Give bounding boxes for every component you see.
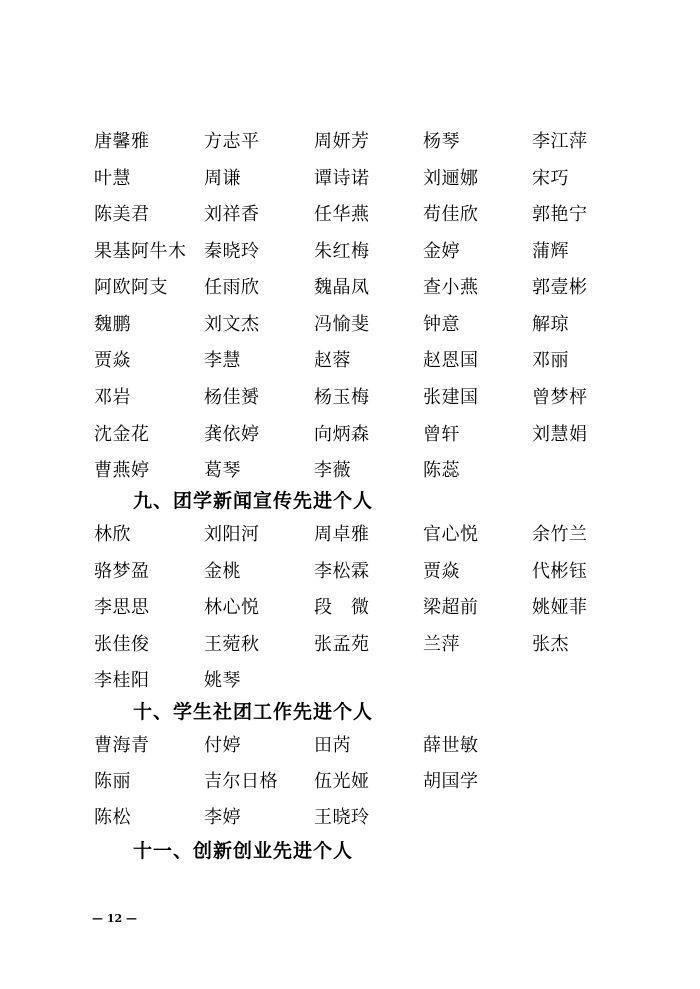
- person-name: 张孟苑: [314, 634, 370, 655]
- person-name: 果基阿牛木: [94, 241, 187, 262]
- person-name: 郭艳宁: [532, 204, 588, 225]
- person-name: 胡国学: [423, 771, 479, 792]
- person-name: 贾焱: [94, 350, 131, 371]
- name-row: [94, 557, 654, 587]
- person-name: 蒲辉: [532, 241, 569, 262]
- person-name: 刘阳河: [204, 524, 260, 545]
- person-name: 赵蓉: [314, 350, 351, 371]
- person-name: 龚依婷: [204, 424, 260, 445]
- person-name: 魏晶凤: [314, 277, 370, 298]
- person-name: 邓岩: [94, 387, 131, 408]
- person-name: 方志平: [204, 131, 260, 152]
- person-name: 林心悦: [204, 597, 260, 618]
- name-row: [94, 520, 654, 550]
- person-name: 曹燕婷: [94, 460, 150, 481]
- name-row: [94, 630, 654, 660]
- person-name: 兰萍: [423, 634, 460, 655]
- person-name: 叶慧: [94, 168, 131, 189]
- person-name: 唐馨雅: [94, 131, 150, 152]
- name-row: [94, 666, 654, 696]
- name-row: [94, 593, 654, 623]
- name-row: [94, 273, 654, 303]
- person-name: 魏鹏: [94, 314, 131, 335]
- person-name: 陈蕊: [423, 460, 460, 481]
- person-name: 谭诗诺: [314, 168, 370, 189]
- person-name: 杨玉梅: [314, 387, 370, 408]
- person-name: 陈美君: [94, 204, 150, 225]
- person-name: 段 微: [314, 597, 370, 618]
- person-name: 姚娅菲: [532, 597, 588, 618]
- page-number: — 12 —: [92, 912, 137, 925]
- person-name: 曹海青: [94, 735, 150, 756]
- person-name: 曾梦枰: [532, 387, 588, 408]
- name-row: [94, 731, 654, 761]
- person-name: 邓丽: [532, 350, 569, 371]
- person-name: 李薇: [314, 460, 351, 481]
- person-name: 冯愉斐: [314, 314, 370, 335]
- name-row: [94, 803, 654, 833]
- name-row: [94, 456, 654, 486]
- person-name: 付婷: [204, 735, 241, 756]
- person-name: 余竹兰: [532, 524, 588, 545]
- person-name: 周谦: [204, 168, 241, 189]
- person-name: 李松霖: [314, 561, 370, 582]
- name-row: [94, 200, 654, 230]
- person-name: 金婷: [423, 241, 460, 262]
- person-name: 张佳俊: [94, 634, 150, 655]
- person-name: 张建国: [423, 387, 479, 408]
- person-name: 曾轩: [423, 424, 460, 445]
- person-name: 阿欧阿支: [94, 277, 168, 298]
- person-name: 薛世敏: [423, 735, 479, 756]
- person-name: 郭壹彬: [532, 277, 588, 298]
- person-name: 秦晓玲: [204, 241, 260, 262]
- person-name: 沈金花: [94, 424, 150, 445]
- person-name: 葛琴: [204, 460, 241, 481]
- person-name: 查小燕: [423, 277, 479, 298]
- name-row: [94, 237, 654, 267]
- name-row: [94, 310, 654, 340]
- name-row: [94, 767, 654, 797]
- person-name: 李慧: [204, 350, 241, 371]
- person-name: 伍光娅: [314, 771, 370, 792]
- person-name: 苟佳欣: [423, 204, 479, 225]
- person-name: 刘逦娜: [423, 168, 479, 189]
- person-name: 杨琴: [423, 131, 460, 152]
- person-name: 任雨欣: [204, 277, 260, 298]
- person-name: 陈丽: [94, 771, 131, 792]
- person-name: 刘慧娟: [532, 424, 588, 445]
- person-name: 代彬钰: [532, 561, 588, 582]
- person-name: 吉尔日格: [204, 771, 278, 792]
- person-name: 李婷: [204, 807, 241, 828]
- person-name: 田芮: [314, 735, 351, 756]
- name-row: [94, 383, 654, 413]
- person-name: 李思思: [94, 597, 150, 618]
- section-heading: 十、学生社团工作先进个人: [133, 701, 374, 723]
- person-name: 林欣: [94, 524, 131, 545]
- person-name: 金桃: [204, 561, 241, 582]
- person-name: 钟意: [423, 314, 460, 335]
- name-row: [94, 420, 654, 450]
- section-heading: 十一、创新创业先进个人: [133, 840, 354, 862]
- name-row: [94, 127, 654, 157]
- person-name: 骆梦盈: [94, 561, 150, 582]
- person-name: 姚琴: [204, 670, 241, 691]
- section-heading: 九、团学新闻宣传先进个人: [133, 490, 374, 512]
- person-name: 李江萍: [532, 131, 588, 152]
- person-name: 朱红梅: [314, 241, 370, 262]
- person-name: 官心悦: [423, 524, 479, 545]
- person-name: 周妍芳: [314, 131, 370, 152]
- person-name: 陈松: [94, 807, 131, 828]
- person-name: 杨佳赟: [204, 387, 260, 408]
- person-name: 梁超前: [423, 597, 479, 618]
- person-name: 贾焱: [423, 561, 460, 582]
- name-row: [94, 346, 654, 376]
- person-name: 宋巧: [532, 168, 569, 189]
- person-name: 赵恩国: [423, 350, 479, 371]
- person-name: 刘文杰: [204, 314, 260, 335]
- person-name: 向炳森: [314, 424, 370, 445]
- person-name: 李桂阳: [94, 670, 150, 691]
- person-name: 周卓雅: [314, 524, 370, 545]
- person-name: 任华燕: [314, 204, 370, 225]
- person-name: 解琼: [532, 314, 569, 335]
- person-name: 王菀秋: [204, 634, 260, 655]
- person-name: 刘祥香: [204, 204, 260, 225]
- person-name: 王晓玲: [314, 807, 370, 828]
- person-name: 张杰: [532, 634, 569, 655]
- name-row: [94, 164, 654, 194]
